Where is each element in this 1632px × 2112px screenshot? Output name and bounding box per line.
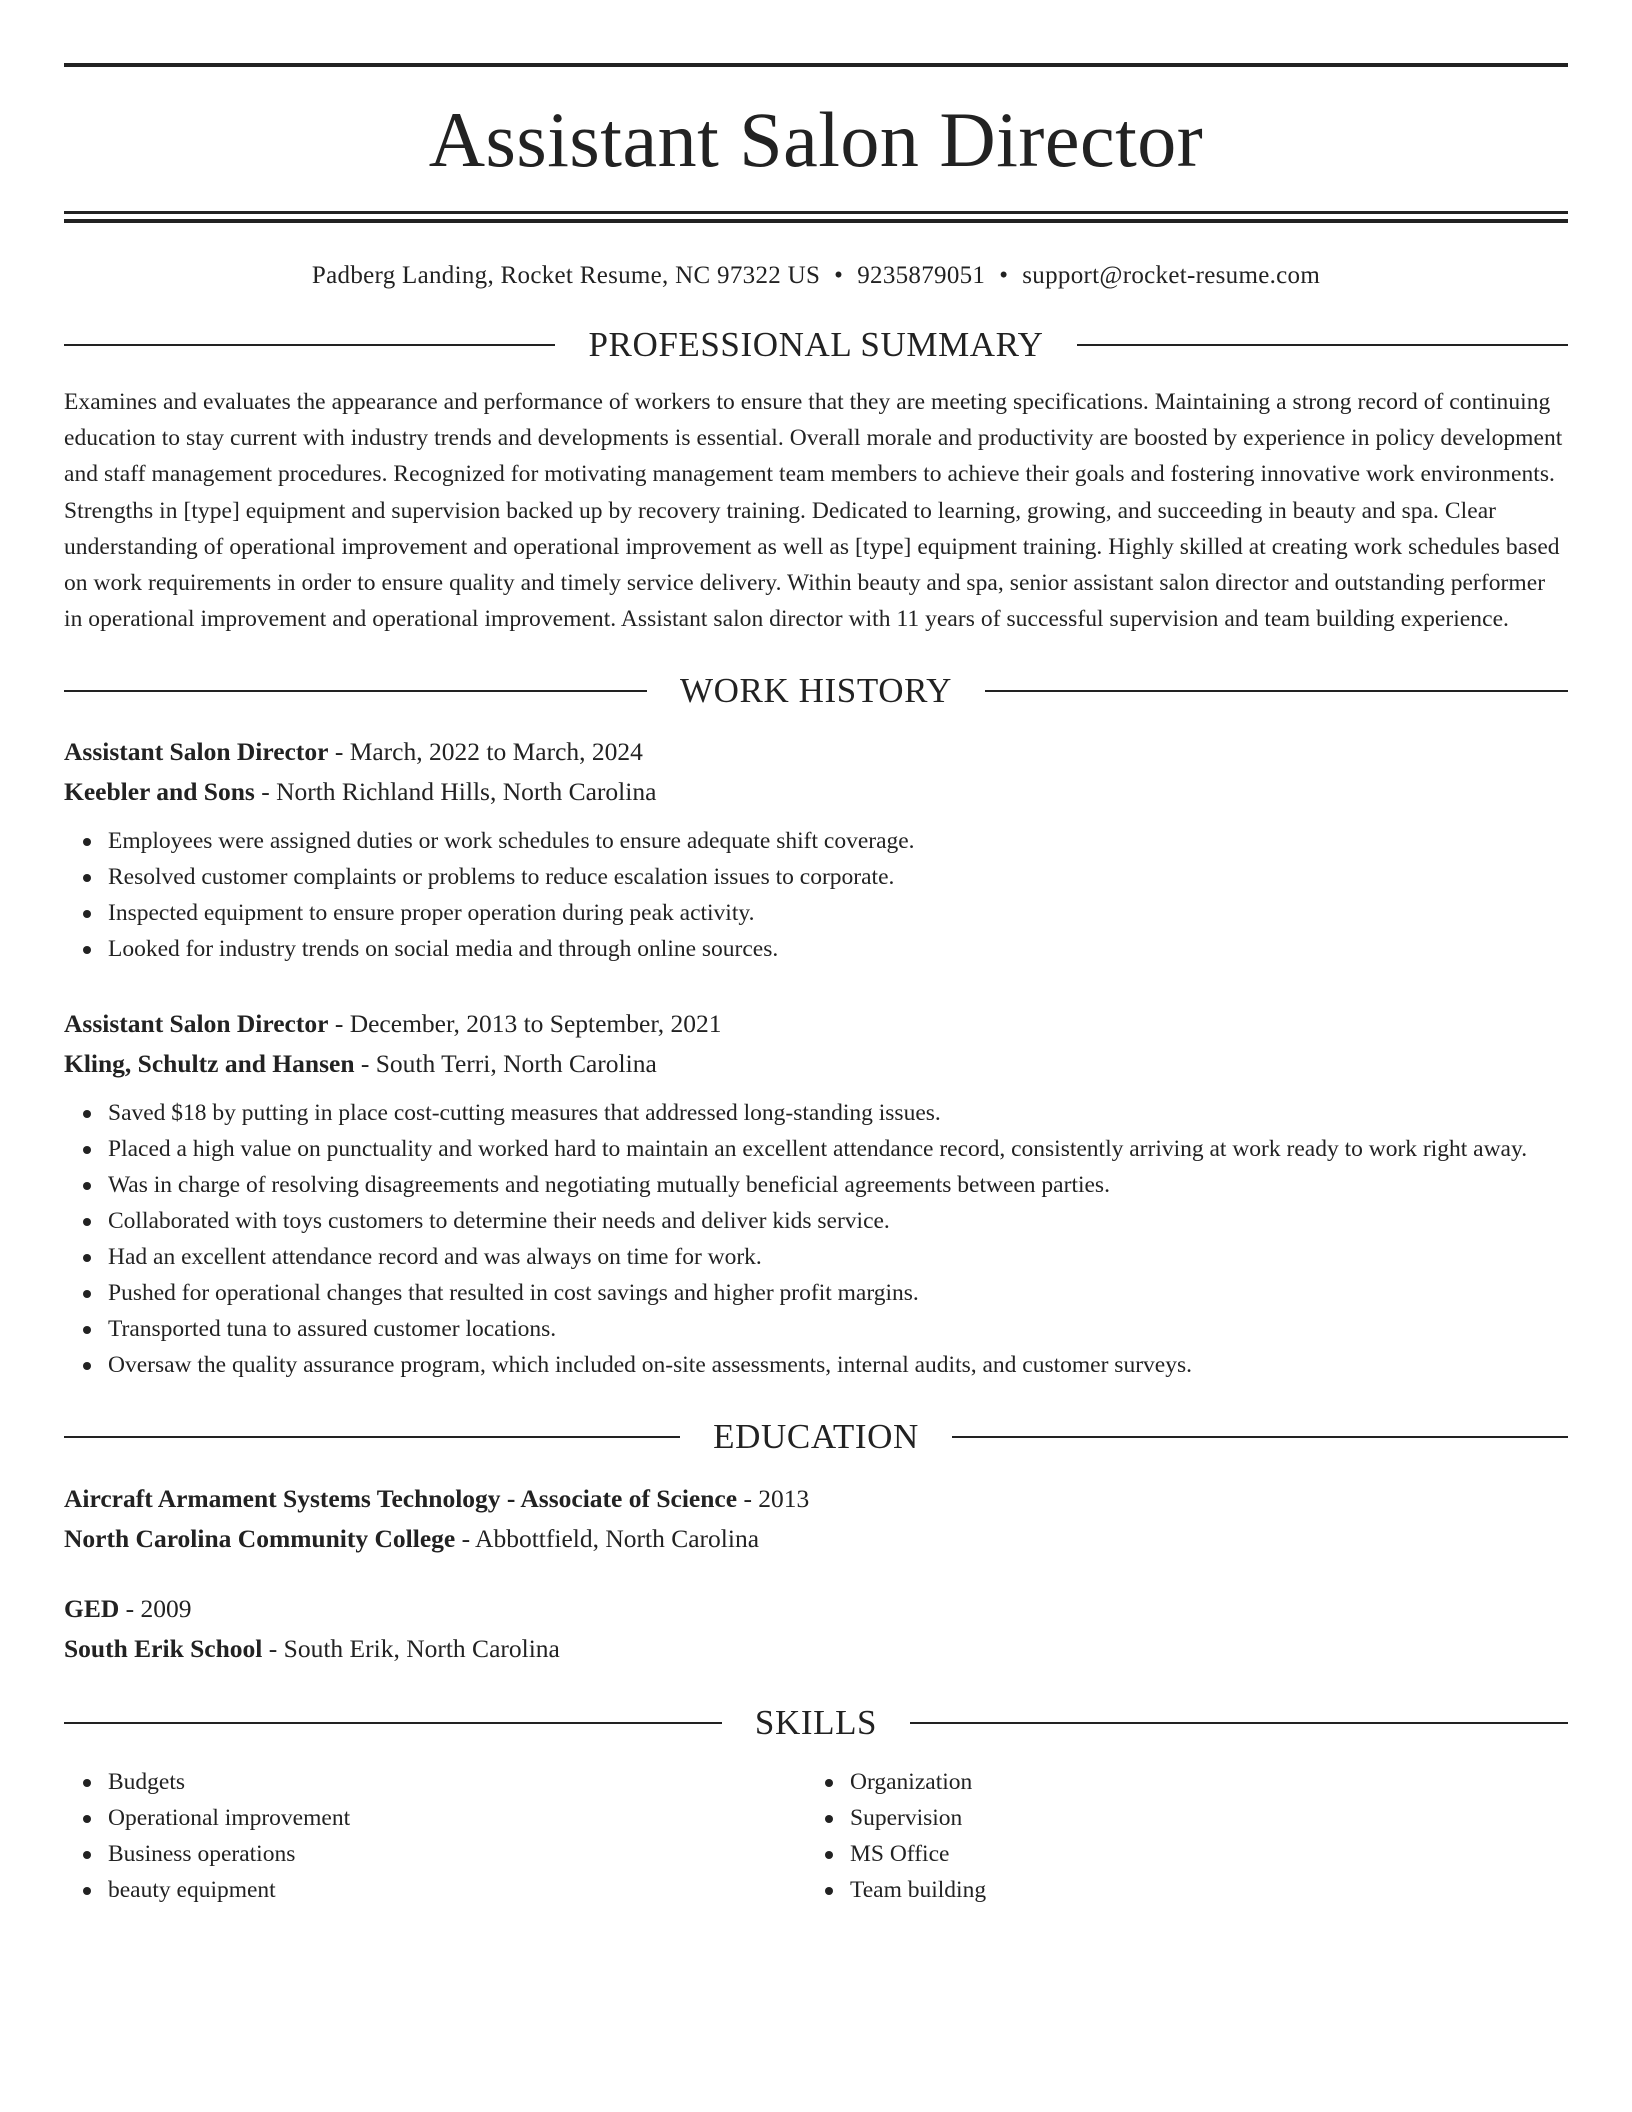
job-location: - South Terri, North Carolina (354, 1049, 657, 1079)
job-company-line (64, 772, 1568, 812)
skill-item: Budgets (108, 1764, 806, 1800)
skill-item: Supervision (850, 1800, 1548, 1836)
job-bullet: Resolved customer complaints or problems to reduce escalation issues to corporate. (108, 859, 1568, 895)
education-list (64, 1479, 1568, 1669)
job-bullet: Oversaw the quality assurance program, which included on-site assessments, internal audits, and customer surveys. (108, 1347, 1568, 1383)
education-degree-line (64, 1479, 1568, 1519)
job-company-line (64, 1044, 1568, 1084)
education-school-line (64, 1519, 1568, 1559)
skill-item: Organization (850, 1764, 1548, 1800)
skill-item: MS Office (850, 1836, 1548, 1872)
skills-section-header (64, 1703, 1568, 1743)
contact-separator: • (834, 262, 844, 289)
job-bullet: Had an excellent attendance record and was always on time for work. (108, 1239, 1568, 1275)
contact-line (64, 261, 1568, 291)
work-heading: WORK HISTORY (680, 671, 952, 711)
contact-email: support@rocket-resume.com (1022, 262, 1321, 289)
job-bullets (64, 1095, 1568, 1383)
skill-item: Team building (850, 1872, 1548, 1908)
education-degree: Aircraft Armament Systems Technology - Associate of Science (64, 1484, 738, 1514)
education-location: - South Erik, North Carolina (262, 1634, 560, 1664)
work-history-list (64, 732, 1568, 1383)
education-degree-line (64, 1589, 1568, 1629)
summary-section-header (64, 325, 1568, 365)
job-dates: - March, 2022 to March, 2024 (328, 737, 643, 767)
contact-address: Padberg Landing, Rocket Resume, NC 97322 US (311, 262, 821, 289)
skill-item: beauty equipment (108, 1872, 806, 1908)
education-degree: GED (64, 1594, 120, 1624)
summary-heading: PROFESSIONAL SUMMARY (588, 325, 1044, 364)
job-title-line (64, 1004, 1568, 1044)
job-bullet: Saved $18 by putting in place cost-cutting measures that addressed long-standing issues. (108, 1095, 1568, 1131)
education-school-line (64, 1629, 1568, 1669)
job-bullet: Placed a high value on punctuality and worked hard to maintain an excellent attendance record, consistently arriving at work ready to work right away. (108, 1131, 1568, 1167)
job-dates: - December, 2013 to September, 2021 (328, 1009, 722, 1039)
job-bullet: Inspected equipment to ensure proper operation during peak activity. (108, 895, 1568, 931)
education-entry (64, 1479, 1568, 1559)
education-section-header (64, 1417, 1568, 1457)
resume-title: Assistant Salon Director (428, 96, 1204, 183)
job-title: Assistant Salon Director (64, 1009, 329, 1039)
education-school: South Erik School (64, 1634, 263, 1664)
education-heading: EDUCATION (713, 1417, 919, 1457)
job-bullet: Collaborated with toys customers to determine their needs and deliver kids service. (108, 1203, 1568, 1239)
skill-item: Operational improvement (108, 1800, 806, 1836)
job-bullet: Transported tuna to assured customer locations. (108, 1311, 1568, 1347)
education-location: - Abbottfield, North Carolina (455, 1524, 760, 1554)
job-bullets (64, 823, 1568, 967)
job-entry (64, 1004, 1568, 1383)
contact-phone: 9235879051 (857, 262, 986, 289)
skills-grid (64, 1764, 1568, 1908)
education-entry (64, 1589, 1568, 1669)
skill-item: Business operations (108, 1836, 806, 1872)
job-company: Keebler and Sons (64, 777, 255, 807)
education-year: - 2013 (737, 1484, 810, 1514)
job-company: Kling, Schultz and Hansen (64, 1049, 355, 1079)
job-title: Assistant Salon Director (64, 737, 329, 767)
education-school: North Carolina Community College (64, 1524, 456, 1554)
top-rule (64, 63, 1568, 67)
skills-heading: SKILLS (754, 1703, 878, 1743)
job-location: - North Richland Hills, North Carolina (254, 777, 657, 807)
job-bullet: Pushed for operational changes that resulted in cost savings and higher profit margins. (108, 1275, 1568, 1311)
job-bullet: Employees were assigned duties or work schedules to ensure adequate shift coverage. (108, 823, 1568, 859)
skills-right-column (806, 1764, 1548, 1908)
job-title-line (64, 732, 1568, 772)
job-entry (64, 732, 1568, 967)
resume-page (64, 63, 1568, 1908)
summary-text: Examines and evaluates the appearance and performance of workers to ensure that they are meeting specifications. Maintaining a strong record of continuing education to stay current with industry trends and developments is essential. Overall morale and productivity are boosted by experience in policy development and staff management procedures. Recognized for motivating management team members to achieve their goals and fostering innovative work environments. Strengths in [type] equipment and supervision backed up by recovery training. Dedicated to learning, growing, and succeeding in beauty and spa. Clear understanding of operational improvement and operational improvement as well as [type] equipment training. Highly skilled at creating work schedules based on work requirements in order to ensure quality and timely service delivery. Within beauty and spa, senior assistant salon director and outstanding performer in operational improvement and operational improvement. Assistant salon director with 11 years of successful supervision and team building experience. (64, 389, 1563, 633)
work-section-header (64, 671, 1568, 711)
title-double-rule (64, 211, 1568, 223)
job-bullet: Was in charge of resolving disagreements and negotiating mutually beneficial agreements between parties. (108, 1167, 1568, 1203)
education-year: - 2009 (119, 1594, 192, 1624)
job-bullet: Looked for industry trends on social media and through online sources. (108, 931, 1568, 967)
contact-separator: • (999, 262, 1009, 289)
skills-left-column (64, 1764, 806, 1908)
